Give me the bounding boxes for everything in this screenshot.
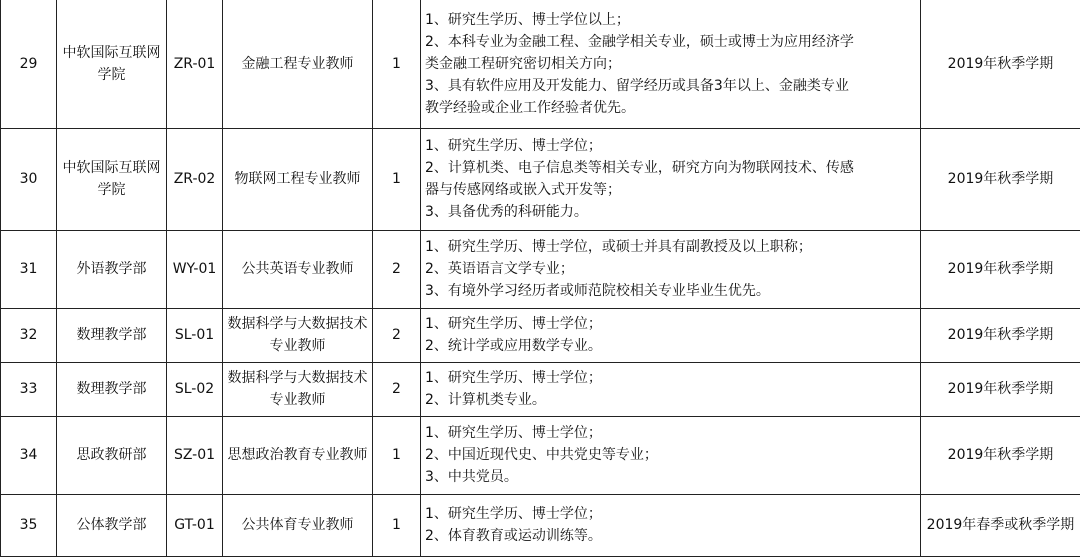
requirement-line: 类金融工程研究密切相关方向； (425, 53, 916, 75)
position-code-cell: SZ-01 (167, 416, 223, 494)
requirement-line: 器与传感网络或嵌入式开发等； (425, 179, 916, 201)
table-row (1, 416, 1080, 494)
position-code-cell: SL-02 (167, 362, 223, 416)
department-cell: 数理教学部 (57, 362, 167, 416)
requirement-line: 2、计算机类、电子信息类等相关专业，研究方向为物联网技术、传感 (425, 157, 916, 179)
position-name-cell: 数据科学与大数据技术专业教师 (223, 308, 373, 362)
position-name-cell: 思想政治教育专业教师 (223, 416, 373, 494)
table-row (1, 0, 1080, 128)
requirement-line: 2、计算机类专业。 (425, 389, 916, 411)
requirement-line: 1、研究生学历、博士学位以上； (425, 9, 916, 31)
department-cell: 公体教学部 (57, 494, 167, 556)
requirements-cell (421, 128, 921, 230)
row-number: 29 (1, 0, 57, 128)
requirement-line: 1、研究生学历、博士学位； (425, 367, 916, 389)
start-term-cell: 2019年秋季学期 (921, 308, 1080, 362)
requirement-line: 3、具备优秀的科研能力。 (425, 201, 916, 223)
requirement-line: 教学经验或企业工作经验者优先。 (425, 97, 916, 119)
start-term-cell: 2019年秋季学期 (921, 230, 1080, 308)
requirement-line: 2、统计学或应用数学专业。 (425, 335, 916, 357)
requirement-line: 3、中共党员。 (425, 466, 916, 488)
requirements-cell (421, 0, 921, 128)
requirement-line: 3、有境外学习经历者或师范院校相关专业毕业生优先。 (425, 280, 916, 302)
position-name-cell: 公共英语专业教师 (223, 230, 373, 308)
requirements-cell (421, 308, 921, 362)
department-cell: 思政教研部 (57, 416, 167, 494)
table-row (1, 308, 1080, 362)
requirements-cell (421, 362, 921, 416)
requirement-line: 1、研究生学历、博士学位； (425, 313, 916, 335)
position-name-cell: 金融工程专业教师 (223, 0, 373, 128)
row-number: 32 (1, 308, 57, 362)
position-name-cell: 公共体育专业教师 (223, 494, 373, 556)
headcount-cell: 1 (373, 128, 421, 230)
position-code-cell: WY-01 (167, 230, 223, 308)
requirement-line: 2、体育教育或运动训练等。 (425, 525, 916, 547)
start-term-cell: 2019年秋季学期 (921, 0, 1080, 128)
headcount-cell: 2 (373, 362, 421, 416)
department-cell: 数理教学部 (57, 308, 167, 362)
table-row (1, 230, 1080, 308)
position-name-cell: 物联网工程专业教师 (223, 128, 373, 230)
headcount-cell: 1 (373, 416, 421, 494)
headcount-cell: 1 (373, 494, 421, 556)
requirement-line: 1、研究生学历、博士学位； (425, 422, 916, 444)
requirement-line: 2、中国近现代史、中共党史等专业； (425, 444, 916, 466)
headcount-cell: 2 (373, 230, 421, 308)
position-code-cell: ZR-01 (167, 0, 223, 128)
row-number: 34 (1, 416, 57, 494)
headcount-cell: 1 (373, 0, 421, 128)
headcount-cell: 2 (373, 308, 421, 362)
row-number: 35 (1, 494, 57, 556)
position-code-cell: GT-01 (167, 494, 223, 556)
table-row (1, 494, 1080, 556)
requirement-line: 2、英语语言文学专业； (425, 258, 916, 280)
requirement-line: 2、本科专业为金融工程、金融学相关专业，硕士或博士为应用经济学 (425, 31, 916, 53)
start-term-cell: 2019年秋季学期 (921, 416, 1080, 494)
table-row (1, 128, 1080, 230)
requirements-cell (421, 416, 921, 494)
position-code-cell: SL-01 (167, 308, 223, 362)
department-cell: 中软国际互联网学院 (57, 0, 167, 128)
requirement-line: 1、研究生学历、博士学位，或硕士并具有副教授及以上职称； (425, 236, 916, 258)
position-code-cell: ZR-02 (167, 128, 223, 230)
requirement-line: 1、研究生学历、博士学位； (425, 135, 916, 157)
requirements-cell (421, 494, 921, 556)
requirements-cell (421, 230, 921, 308)
start-term-cell: 2019年秋季学期 (921, 362, 1080, 416)
row-number: 30 (1, 128, 57, 230)
start-term-cell: 2019年秋季学期 (921, 128, 1080, 230)
position-name-cell: 数据科学与大数据技术专业教师 (223, 362, 373, 416)
department-cell: 外语教学部 (57, 230, 167, 308)
requirement-line: 3、具有软件应用及开发能力、留学经历或具备3年以上、金融类专业 (425, 75, 916, 97)
department-cell: 中软国际互联网学院 (57, 128, 167, 230)
start-term-cell: 2019年春季或秋季学期 (921, 494, 1080, 556)
requirement-line: 1、研究生学历、博士学位； (425, 503, 916, 525)
row-number: 33 (1, 362, 57, 416)
row-number: 31 (1, 230, 57, 308)
table-row (1, 362, 1080, 416)
